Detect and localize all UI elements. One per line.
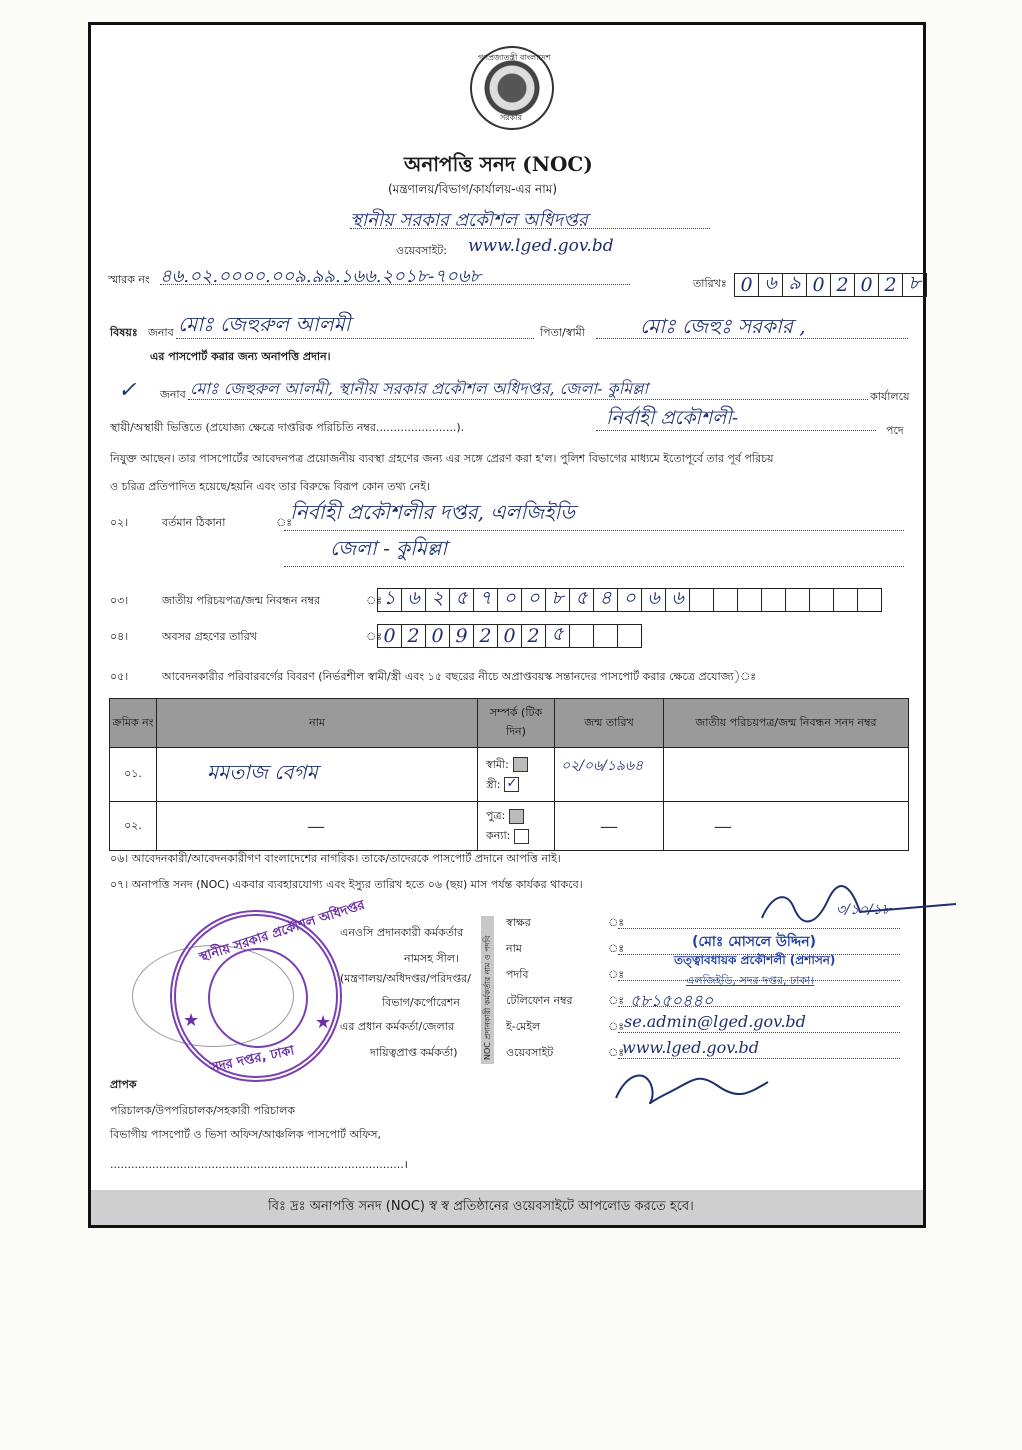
stamp-star-icon: ★ [315, 1012, 332, 1033]
retirement-digit: ৫ [545, 624, 570, 648]
husband-checkbox[interactable] [513, 757, 528, 772]
item-05-label: আবেদনকারীর পরিবারবর্গের বিবরণ (নির্ভরশীল স্বামী/স্ত্রী এবং ১৫ বছরের নীচে অপ্রাপ্তবয়স্ক সন্তানদের পাসপোর্ট করার ক্ষেত্রে প্রযোজ্য)ঃ [162, 670, 757, 683]
date-digit: ৮ [902, 273, 927, 297]
date-digit: ৬ [758, 273, 783, 297]
row-dob: ০২/০৬/১৯৬৪ [555, 748, 664, 802]
applicant-name: মোঃ জেহুরুল আলমী [178, 312, 351, 336]
father-value: মোঃ জেহুঃ সরকার , [640, 314, 806, 338]
col-dob: জন্ম তারিখ [555, 699, 664, 748]
nid-digit [809, 588, 834, 612]
relation-son-label: পুত্র: [486, 809, 506, 822]
present-address-line2: জেলা - কুমিল্লা [330, 536, 448, 560]
colon: ঃ [608, 1020, 625, 1033]
office-name-line [350, 228, 710, 229]
page-title: অনাপত্তি সনদ (NOC) [404, 152, 593, 176]
recipient-label: প্রাপক [110, 1078, 137, 1091]
stamp-inner-ring [208, 948, 308, 1048]
colon: ঃ [608, 968, 625, 981]
wife-check-mark-icon: ✓ [506, 776, 518, 791]
retirement-digit: 2 [473, 624, 498, 648]
item-02-number: ০২। [110, 516, 129, 529]
subject-prefix: জনাব [148, 326, 174, 339]
designation-handwritten: নির্বাহী প্রকৌশলী- [606, 407, 739, 429]
note-06: ০৬। আবেদনকারী/আবেদনকারীগণ বাংলাদেশের নাগরিক। তাকে/তাদেরকে পাসপোর্ট প্রদানে আপত্তি নাই। [110, 852, 561, 865]
row-dob: — [555, 802, 664, 851]
row-name: — [157, 802, 478, 851]
colon: ঃ [608, 1046, 625, 1059]
date-digit: 2 [878, 273, 903, 297]
date-digit: 2 [830, 273, 855, 297]
signatory-line-2: নামসহ সীল। [404, 952, 459, 965]
memo-line [160, 284, 630, 285]
field-designation-label: পদবি [506, 968, 529, 981]
item-04-colon: ঃ [366, 630, 383, 643]
date-digit: 0 [854, 273, 879, 297]
seal-text-bottom: সরকার [500, 113, 523, 122]
email-line [618, 1032, 900, 1033]
nid-digit: ৬ [665, 588, 690, 612]
body-line2: স্থায়ী/অস্থায়ী ভিত্তিতে (প্রযোজ্য ক্ষেত্রে দাপ্তরিক পরিচিতি নম্বর.......................). [110, 421, 465, 434]
website-line [618, 1058, 900, 1059]
col-relation: সম্পর্ক (টিক দিন) [478, 699, 555, 748]
nid-digit [689, 588, 714, 612]
wife-checkbox[interactable] [504, 777, 519, 792]
date-boxes [735, 273, 927, 297]
nid-digit: ০ [497, 588, 522, 612]
present-address-line1: নির্বাহী প্রকৌশলীর দপ্তর, এলজিইডি [290, 500, 575, 524]
table-row [110, 748, 909, 802]
check-mark-icon: ✓ [118, 378, 137, 403]
recipient-line-2: বিভাগীয় পাসপোর্ট ও ভিসা অফিস/আঞ্চলিক পাসপোর্ট অফিস, [110, 1128, 381, 1141]
field-name-label: নাম [506, 942, 522, 955]
signatory-line-4: বিভাগ/কর্পোরেশন [382, 996, 460, 1009]
para-handwritten: মোঃ জেহুরুল আলমী, স্থানীয় সরকার প্রকৌশল অধিদপ্তর, জেলা- কুমিল্লা [190, 379, 649, 398]
item-02-label: বর্তমান ঠিকানা [162, 516, 226, 529]
page-subtitle: (মন্ত্রণালয়/বিভাগ/কার্যালয়-এর নাম) [388, 182, 558, 196]
nid-digit [713, 588, 738, 612]
nid-digit [737, 588, 762, 612]
colon: ঃ [608, 916, 625, 929]
retirement-digit: 9 [449, 624, 474, 648]
footer-note: বিঃ দ্রঃ অনাপত্তি সনদ (NOC) স্ব স্ব প্রতিষ্ঠানের ওয়েবসাইটে আপলোড করতে হবে। [268, 1199, 694, 1214]
body-line2-suffix: পদে [886, 424, 904, 437]
noc-strip-text: NOC প্রদানকারী কর্মকর্তার নাম ও পদবি [483, 935, 492, 1060]
nid-digit: ৮ [545, 588, 570, 612]
note-07: ০৭। অনাপত্তি সনদ (NOC) একবার ব্যবহারযোগ্য এবং ইস্যুর তারিখ হতে ০৬ (ছয়) মাস পর্যন্ত কার্যকর থাকবে। [110, 878, 583, 891]
signatory-line-6: দায়িত্বপ্রাপ্ত কর্মকর্তা) [370, 1046, 458, 1059]
colon: ঃ [608, 942, 625, 955]
stamp-star-icon: ★ [183, 1010, 200, 1031]
relation-wife-label: স্ত্রী: [486, 777, 501, 791]
signatory-line-1: এনওসি প্রদানকারী কর্মকর্তার [340, 926, 464, 939]
officer-designation-stamp: তত্ত্বাবধায়ক প্রকৌশলী (প্রশাসন) [674, 953, 836, 967]
retirement-digit [569, 624, 594, 648]
date-digit: 0 [734, 273, 759, 297]
seal-text-top: গণপ্রজাতন্ত্রী বাংলাদেশ [478, 53, 551, 62]
subject-line2: এর পাসপোর্ট করার জন্য অনাপত্তি প্রদান। [150, 350, 331, 363]
row-relation [478, 802, 555, 851]
nid-digit: ১ [377, 588, 402, 612]
telephone-value: ৫৮১৫০৪৪০ [630, 991, 714, 1010]
body-line4: ও চরিত্র প্রতিপাদিত হয়েছে/হয়নি এবং তার বিরুদ্ধে বিরূপ কোন তথ্য নেই। [110, 480, 430, 493]
para-prefix: জনাব [160, 388, 186, 401]
nid-digit: ৬ [401, 588, 426, 612]
row-serial: ০১. [110, 748, 157, 802]
relation-daughter-label: কন্যা: [486, 829, 511, 842]
row-serial: ০২. [110, 802, 157, 851]
memo-label: স্মারক নং [108, 273, 150, 286]
nid-digit: ৫ [449, 588, 474, 612]
item-04-label: অবসর গ্রহণের তারিখ [162, 630, 257, 643]
row-relation [478, 748, 555, 802]
sign-date: ৩/১০/১৮ [836, 902, 891, 918]
nid-digit: ৭ [473, 588, 498, 612]
table-row [110, 802, 909, 851]
father-line [596, 338, 908, 339]
website-value-signatory: www.lged.gov.bd [622, 1038, 760, 1057]
row-nid [664, 748, 909, 802]
nid-digit: ৪ [593, 588, 618, 612]
retirement-digit [617, 624, 642, 648]
date-label: তারিখঃ [693, 277, 727, 290]
stamp-ring-top: স্থানীয় সরকার প্রকৌশল অধিদপ্তর [197, 897, 367, 966]
family-table [109, 698, 909, 851]
website-label: ওয়েবসাইট: [396, 244, 447, 257]
retirement-date-boxes [378, 624, 642, 648]
retirement-digit: 0 [425, 624, 450, 648]
nid-digit [761, 588, 786, 612]
nid-digit: ৬ [641, 588, 666, 612]
nid-digit [785, 588, 810, 612]
officer-name-stamp: (মোঃ মোসলে উদ্দিন) [692, 934, 816, 950]
field-telephone-label: টেলিফোন নম্বর [506, 994, 573, 1007]
row-nid: — [664, 802, 909, 851]
recipient-line-1: পরিচালক/উপপরিচালক/সহকারী পরিচালক [110, 1104, 296, 1117]
signatory-line-5: এর প্রধান কর্মকর্তা/জেলার [340, 1020, 454, 1033]
row-name: মমতাজ বেগম [157, 748, 478, 802]
table-header-row [110, 699, 909, 748]
col-serial: ক্রমিক নং [110, 699, 157, 748]
address-line-2 [284, 566, 904, 567]
field-website-label: ওয়েবসাইট [506, 1046, 554, 1059]
nid-digit: ০ [617, 588, 642, 612]
date-digit: ৯ [782, 273, 807, 297]
son-checkbox[interactable] [509, 809, 524, 824]
subject-label: বিষয়ঃ [110, 326, 138, 339]
para-line [188, 399, 868, 400]
retirement-digit: 0 [377, 624, 402, 648]
nid-digit [833, 588, 858, 612]
signatory-line-3: (মন্ত্রণালয়/অধিদপ্তর/পরিদপ্তর/ [340, 972, 471, 985]
applicant-name-line [176, 338, 534, 339]
stamp-ring-bottom: সদর দপ্তর, ঢাকা [209, 1043, 296, 1076]
body-line3: নিযুক্ত আছেন। তার পাসপোর্টের আবেদনপত্র প্রয়োজনীয় ব্যবস্থা গ্রহণের জন্য এর সঙ্গে প্রেরণ করা হ'ল। পুলিশ বিভাগের মাধ্যমে ইতোপূর্বে তার পূর্ব পরিচয় [110, 452, 774, 465]
father-label: পিতা/স্বামী [540, 326, 585, 339]
item-02-colon: ঃ [276, 516, 293, 529]
designation-line [596, 430, 876, 431]
relation-husband-label: স্বামী: [486, 757, 509, 771]
nid-digit: ০ [521, 588, 546, 612]
date-digit: 0 [806, 273, 831, 297]
daughter-checkbox[interactable] [514, 829, 529, 844]
colon: ঃ [608, 994, 625, 1007]
memo-value: ৪৬.০২.০০০০.০০৯.৯৯.১৬৬.২০১৮-৭০৬৮ [160, 266, 482, 287]
website-value: www.lged.gov.bd [468, 236, 614, 256]
retirement-digit: 2 [401, 624, 426, 648]
retirement-digit [593, 624, 618, 648]
recipient-line-3: ....................................................................................। [110, 1158, 408, 1171]
address-line-1 [284, 530, 904, 531]
retirement-digit: 0 [497, 624, 522, 648]
email-value: se.admin@lged.gov.bd [624, 1012, 806, 1031]
item-03-label: জাতীয় পরিচয়পত্র/জন্ম নিবন্ধন নম্বর [162, 594, 321, 607]
field-signature-label: স্বাক্ষর [506, 916, 531, 929]
item-03-colon: ঃ [366, 594, 383, 607]
retirement-digit: 2 [521, 624, 546, 648]
office-name-handwritten: স্থানীয় সরকার প্রকৌশল অধিদপ্তর [350, 210, 588, 231]
para-suffix: কার্যালয়ে [870, 390, 910, 403]
officer-office-stamp: এলজিইডি, সদর দপ্তর, ঢাকা। [686, 974, 815, 987]
nid-digit [857, 588, 882, 612]
nid-digit: ২ [425, 588, 450, 612]
initials-scribble-icon [608, 1064, 778, 1112]
nid-boxes [378, 588, 882, 612]
col-name: নাম [157, 699, 478, 748]
item-03-number: ০৩। [110, 594, 129, 607]
item-04-number: ০৪। [110, 630, 129, 643]
item-05-number: ০৫। [110, 670, 129, 683]
col-nid: জাতীয় পরিচয়পত্র/জন্ম নিবন্ধন সনদ নম্বর [664, 699, 909, 748]
nid-digit: ৫ [569, 588, 594, 612]
field-email-label: ই-মেইল [506, 1020, 541, 1033]
